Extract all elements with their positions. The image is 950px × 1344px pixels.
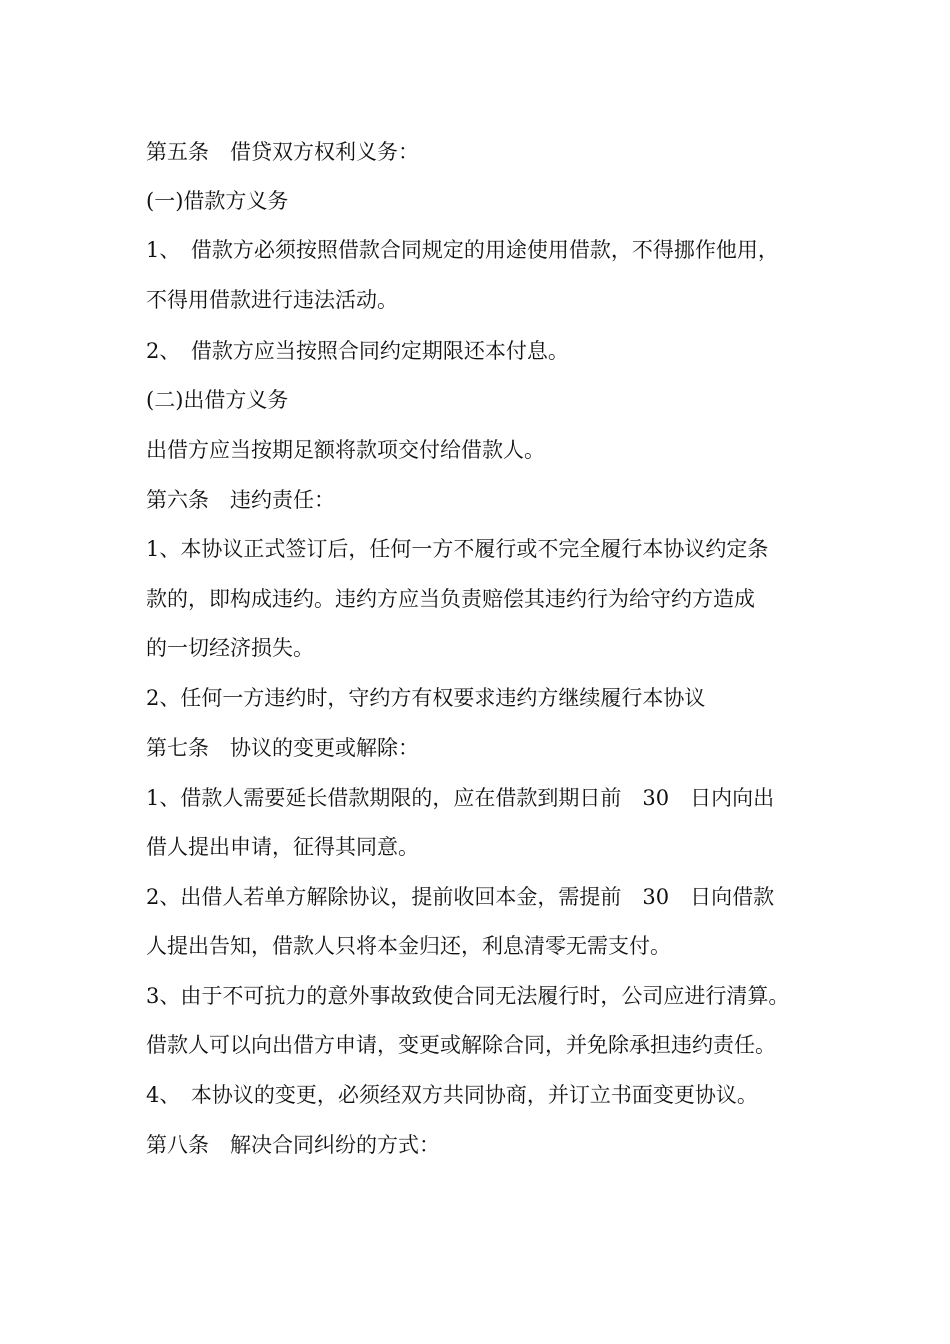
- clause-line: 2、任何一方违约时，守约方有权要求违约方继续履行本协议: [146, 686, 706, 710]
- clause-line: 2、 借款方应当按照合同约定期限还本付息。: [146, 339, 569, 363]
- clause-line: 借人提出申请，征得其同意。: [146, 835, 419, 859]
- clause-line: 不得用借款进行违法活动。: [146, 288, 398, 312]
- clause-line: 2、出借人若单方解除协议，提前收回本金，需提前 30 日向借款: [146, 885, 775, 909]
- clause-line: 出借方应当按期足额将款项交付给借款人。: [146, 438, 545, 462]
- article-5-heading: 第五条 借贷双方权利义务：: [146, 140, 419, 164]
- clause-line: 3、由于不可抗力的意外事故致使合同无法履行时，公司应进行清算。: [146, 984, 790, 1008]
- clause-line: 款的，即构成违约。违约方应当负责赔偿其违约行为给守约方造成: [146, 587, 755, 611]
- clause-line: 1、本协议正式签订后，任何一方不履行或不完全履行本协议约定条: [146, 537, 769, 561]
- section-lender-obligations: (二)出借方义务: [146, 388, 289, 412]
- clause-line: 4、 本协议的变更，必须经双方共同协商，并订立书面变更协议。: [146, 1083, 758, 1107]
- clause-line: 1、借款人需要延长借款期限的，应在借款到期日前 30 日内向出: [146, 786, 775, 810]
- section-borrower-obligations: (一)借款方义务: [146, 189, 289, 213]
- clause-line: 的一切经济损失。: [146, 636, 314, 660]
- article-7-heading: 第七条 协议的变更或解除：: [146, 736, 419, 760]
- clause-line: 人提出告知，借款人只将本金归还，利息清零无需支付。: [146, 934, 671, 958]
- clause-line: 1、 借款方必须按照借款合同规定的用途使用借款，不得挪作他用，: [146, 238, 779, 262]
- clause-line: 借款人可以向出借方申请，变更或解除合同，并免除承担违约责任。: [146, 1033, 776, 1057]
- article-6-heading: 第六条 违约责任：: [146, 488, 335, 512]
- article-8-heading: 第八条 解决合同纠纷的方式：: [146, 1133, 440, 1157]
